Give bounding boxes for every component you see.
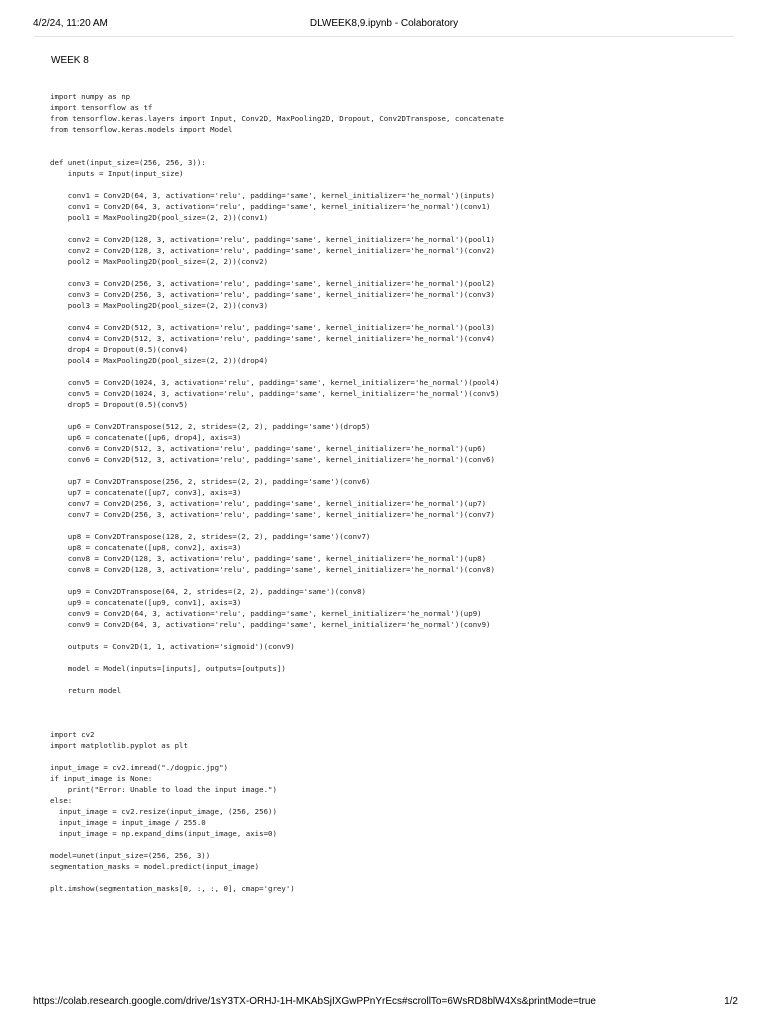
code-line: return model bbox=[50, 686, 122, 695]
code-line bbox=[50, 630, 740, 641]
code-line bbox=[50, 707, 740, 718]
code-line bbox=[50, 696, 740, 707]
code-line: conv9 = Conv2D(64, 3, activation='relu', padding='same', kernel_initializer='he_normal')(up9) bbox=[50, 609, 482, 618]
code-line bbox=[50, 652, 740, 663]
code-line: inputs = Input(input_size) bbox=[50, 169, 184, 178]
code-line bbox=[50, 146, 740, 157]
code-line: conv1 = Conv2D(64, 3, activation='relu', padding='same', kernel_initializer='he_normal')(inputs) bbox=[50, 191, 495, 200]
code-line: conv5 = Conv2D(1024, 3, activation='relu', padding='same', kernel_initializer='he_normal')(conv5) bbox=[50, 389, 500, 398]
section-title: WEEK 8 bbox=[51, 55, 89, 66]
code-line bbox=[50, 465, 740, 476]
code-line: drop5 = Dropout(0.5)(conv5) bbox=[50, 400, 188, 409]
code-line: conv1 = Conv2D(64, 3, activation='relu', padding='same', kernel_initializer='he_normal')(conv1) bbox=[50, 202, 491, 211]
code-line: import cv2 bbox=[50, 730, 95, 739]
code-line: if input_image is None: bbox=[50, 774, 153, 783]
code-line: conv3 = Conv2D(256, 3, activation='relu', padding='same', kernel_initializer='he_normal')(conv3) bbox=[50, 290, 495, 299]
code-line: conv5 = Conv2D(1024, 3, activation='relu', padding='same', kernel_initializer='he_normal')(pool4) bbox=[50, 378, 500, 387]
code-line: conv9 = Conv2D(64, 3, activation='relu', padding='same', kernel_initializer='he_normal')(conv9) bbox=[50, 620, 491, 629]
code-block bbox=[50, 91, 740, 894]
code-line: conv8 = Conv2D(128, 3, activation='relu', padding='same', kernel_initializer='he_normal')(up8) bbox=[50, 554, 487, 563]
print-datetime: 4/2/24, 11:20 AM bbox=[33, 18, 108, 29]
code-line bbox=[50, 520, 740, 531]
code-line: pool4 = MaxPooling2D(pool_size=(2, 2))(drop4) bbox=[50, 356, 269, 365]
code-line: else: bbox=[50, 796, 73, 805]
code-line: conv6 = Conv2D(512, 3, activation='relu', padding='same', kernel_initializer='he_normal')(up6) bbox=[50, 444, 487, 453]
header-divider bbox=[34, 36, 734, 37]
code-line: conv4 = Conv2D(512, 3, activation='relu', padding='same', kernel_initializer='he_normal')(pool3) bbox=[50, 323, 495, 332]
code-line bbox=[50, 575, 740, 586]
code-line bbox=[50, 872, 740, 883]
code-line: import tensorflow as tf bbox=[50, 103, 153, 112]
code-line: pool3 = MaxPooling2D(pool_size=(2, 2))(conv3) bbox=[50, 301, 269, 310]
code-line: conv2 = Conv2D(128, 3, activation='relu', padding='same', kernel_initializer='he_normal')(pool1) bbox=[50, 235, 495, 244]
code-line bbox=[50, 267, 740, 278]
code-line: pool1 = MaxPooling2D(pool_size=(2, 2))(conv1) bbox=[50, 213, 269, 222]
code-line: pool2 = MaxPooling2D(pool_size=(2, 2))(conv2) bbox=[50, 257, 269, 266]
code-line: up7 = concatenate([up7, conv3], axis=3) bbox=[50, 488, 242, 497]
code-line: conv8 = Conv2D(128, 3, activation='relu', padding='same', kernel_initializer='he_normal')(conv8) bbox=[50, 565, 495, 574]
code-line: from tensorflow.keras.models import Model bbox=[50, 125, 233, 134]
document-title: DLWEEK8,9.ipynb - Colaboratory bbox=[309, 18, 459, 29]
code-line bbox=[50, 366, 740, 377]
code-line bbox=[50, 839, 740, 850]
code-line: conv2 = Conv2D(128, 3, activation='relu', padding='same', kernel_initializer='he_normal')(conv2) bbox=[50, 246, 495, 255]
code-line: import numpy as np bbox=[50, 92, 131, 101]
code-line: up6 = Conv2DTranspose(512, 2, strides=(2, 2), padding='same')(drop5) bbox=[50, 422, 371, 431]
code-line bbox=[50, 410, 740, 421]
code-line: conv7 = Conv2D(256, 3, activation='relu', padding='same', kernel_initializer='he_normal')(up7) bbox=[50, 499, 487, 508]
code-line: conv4 = Conv2D(512, 3, activation='relu', padding='same', kernel_initializer='he_normal')(conv4) bbox=[50, 334, 495, 343]
code-line bbox=[50, 223, 740, 234]
code-line: conv7 = Conv2D(256, 3, activation='relu', padding='same', kernel_initializer='he_normal')(conv7) bbox=[50, 510, 495, 519]
page-number: 1/2 bbox=[724, 996, 738, 1007]
code-line bbox=[50, 179, 740, 190]
code-line bbox=[50, 718, 740, 729]
code-line: up8 = concatenate([up8, conv2], axis=3) bbox=[50, 543, 242, 552]
code-line bbox=[50, 751, 740, 762]
code-line: up6 = concatenate([up6, drop4], axis=3) bbox=[50, 433, 242, 442]
code-line: outputs = Conv2D(1, 1, activation='sigmoid')(conv9) bbox=[50, 642, 295, 651]
code-line: up9 = concatenate([up9, conv1], axis=3) bbox=[50, 598, 242, 607]
code-line: up8 = Conv2DTranspose(128, 2, strides=(2, 2), padding='same')(conv7) bbox=[50, 532, 371, 541]
page-url: https://colab.research.google.com/drive/1sY3TX-ORHJ-1H-MKAbSjIXGwPPnYrEcs#scrollTo=6WsRD8blW4Xs&printMode=true bbox=[33, 996, 596, 1007]
code-line: import matplotlib.pyplot as plt bbox=[50, 741, 188, 750]
code-line: up9 = Conv2DTranspose(64, 2, strides=(2, 2), padding='same')(conv8) bbox=[50, 587, 366, 596]
code-line bbox=[50, 674, 740, 685]
code-line: print("Error: Unable to load the input image.") bbox=[50, 785, 277, 794]
code-line: input_image = np.expand_dims(input_image, axis=0) bbox=[50, 829, 277, 838]
print-header bbox=[0, 18, 768, 32]
code-line: plt.imshow(segmentation_masks[0, :, :, 0], cmap='grey') bbox=[50, 884, 295, 893]
code-line: model=unet(input_size=(256, 256, 3)) bbox=[50, 851, 211, 860]
code-line: input_image = cv2.resize(input_image, (256, 256)) bbox=[50, 807, 277, 816]
code-line bbox=[50, 135, 740, 146]
code-line: def unet(input_size=(256, 256, 3)): bbox=[50, 158, 206, 167]
code-line: model = Model(inputs=[inputs], outputs=[outputs]) bbox=[50, 664, 286, 673]
print-footer bbox=[0, 996, 768, 1010]
code-line: conv3 = Conv2D(256, 3, activation='relu', padding='same', kernel_initializer='he_normal')(pool2) bbox=[50, 279, 495, 288]
code-line bbox=[50, 311, 740, 322]
code-line: up7 = Conv2DTranspose(256, 2, strides=(2, 2), padding='same')(conv6) bbox=[50, 477, 371, 486]
code-line: conv6 = Conv2D(512, 3, activation='relu', padding='same', kernel_initializer='he_normal')(conv6) bbox=[50, 455, 495, 464]
code-line: segmentation_masks = model.predict(input_image) bbox=[50, 862, 260, 871]
code-line: drop4 = Dropout(0.5)(conv4) bbox=[50, 345, 188, 354]
code-line: input_image = input_image / 255.0 bbox=[50, 818, 206, 827]
code-line: from tensorflow.keras.layers import Input, Conv2D, MaxPooling2D, Dropout, Conv2DTranspose, concatenate bbox=[50, 114, 504, 123]
code-line: input_image = cv2.imread("./dogpic.jpg") bbox=[50, 763, 228, 772]
